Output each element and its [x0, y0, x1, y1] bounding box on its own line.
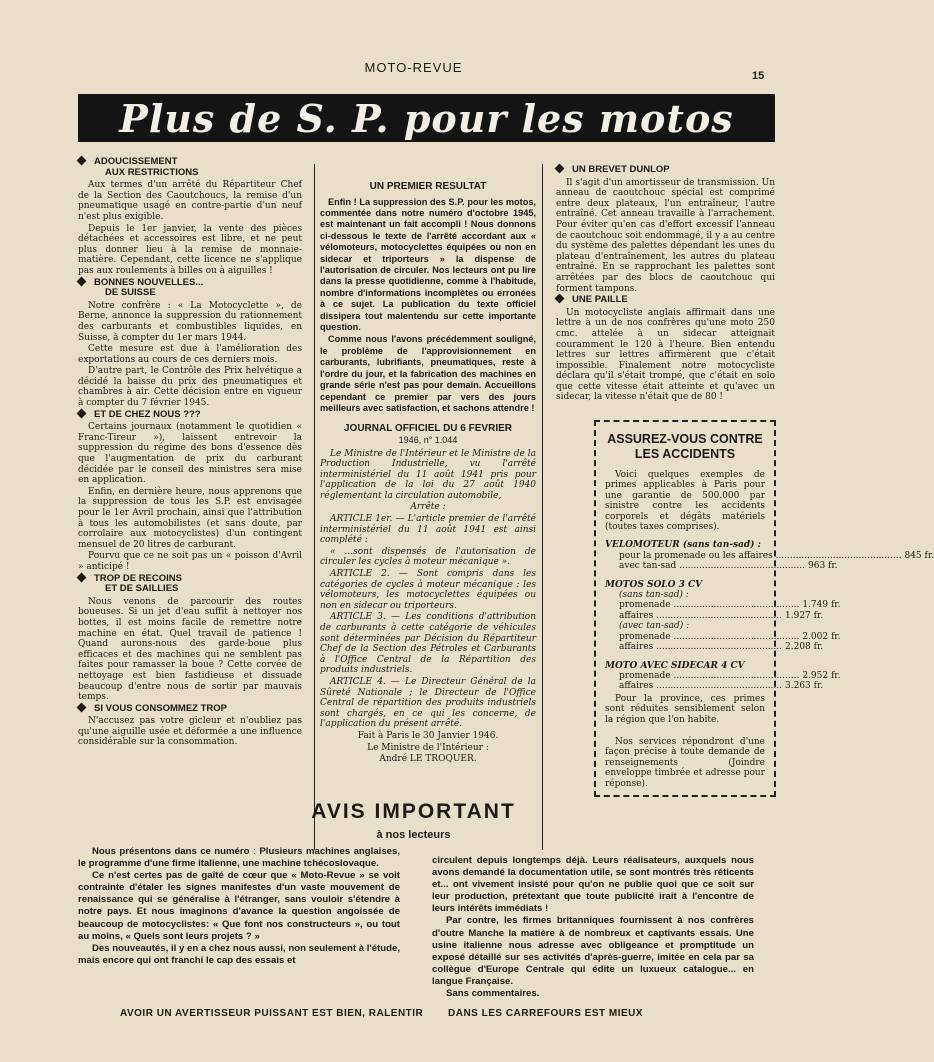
paragraph: Des nouveautés, il y en a chez nous aussi, non seulement à l'étude, mais encore qui ont franchi le cap des essais et [78, 942, 400, 966]
paragraph: ARTICLE 2. — Sont compris dans les catégories de cycles à moteur mécanique : les vélomoteurs, les motocyclettes équipées ou non en sidecar ou triporteurs. [320, 569, 536, 611]
diamond-bullet-icon [77, 276, 87, 286]
price-row: affaires ..... 2.208 fr. [605, 642, 765, 652]
footer-slogan-right: DANS LES CARREFOURS EST MIEUX [448, 1008, 644, 1019]
section-heading: SI VOUS CONSOMMEZ TROP [78, 704, 302, 715]
signature-line: Fait à Paris le 30 Janvier 1946. [357, 730, 499, 741]
paragraph: Nous venons de parcourir des routes boueuses. Si un jet d'eau suffit à nettoyer nos bottes, il est moins facile de remettre notre machine en état. Quel travail de patience ! Quand aurons-nous des garde-boue plus efficaces et des machines qui ne semblent pas faites pour ramasser la boue ? Cette corvée de nettoyage est bien fastidieuse et dissuade beaucoup d'entre nous de sortir par mauvais temps. [78, 596, 302, 703]
insurance-intro: Voici quelques exemples de primes applicables à Paris pour une garantie de 500.000 par sinistre contre les accidents corporels et dégâts matériels (toutes taxes comprises). [605, 470, 765, 533]
right-column [556, 165, 775, 404]
section-heading: BONNES NOUVELLES... DE SUISSE [78, 278, 302, 299]
diamond-bullet-icon [77, 702, 87, 712]
paragraph: Notre confrère : « La Motocyclette », de Berne, annonce la suppression du rationnement des carburants et combustibles liquides, en Suisse, à compter du 1er mars 1944. [78, 300, 302, 343]
price-row: avec tan-sad ..... 963 fr. [605, 561, 765, 571]
paragraph: Pourvu que ce ne soit pas un « poisson d'Avril » anticipé ! [78, 551, 302, 572]
paragraph: Cette mesure est due à l'amélioration des exportations au cours de ces derniers mois. [78, 344, 302, 365]
paragraph: ARTICLE 4. — Le Directeur Général de la Sûreté Nationale ; le Directeur de l'Office Central de répartition des produits industriels sont chargés, en ce qui les concerne, de l'application du présent arrêté. [320, 676, 536, 730]
paragraph: Enfin, en dernière heure, nous apprenons que la suppression de tous les S.P. est envisagée pour le 1er Avril prochain, ainsi que l'attribution à tous les automobilistes (et sans doute, par corrolaire aux motocyclistes) d'un contingent mensuel de 20 litres de carburant. [78, 486, 302, 550]
insurance-province-note: Pour la province, ces primes sont réduites sensiblement selon la région que l'on habite. [605, 693, 765, 725]
diamond-bullet-icon [555, 294, 565, 304]
insurance-services-note: Nos services répondront d'une façon précise à toute demande de renseignements (Joindre enveloppe timbrée et adresse pour réponse). [605, 736, 765, 789]
price-row: affaires ..... 1.927 fr. [605, 611, 765, 621]
paragraph: Sans commentaires. [446, 988, 540, 1000]
center-column [314, 164, 542, 766]
left-column [78, 157, 302, 749]
price-row: promenade ..... 2.002 fr. [605, 632, 765, 642]
journal-number: 1946, n° 1.044 [398, 434, 458, 445]
section-heading: TROP DE RECOINS ET DE SAILLIES [78, 574, 302, 595]
insurance-title: ASSUREZ-VOUS CONTRE LES ACCIDENTS [607, 432, 763, 461]
paragraph: N'accusez pas votre gicleur et n'oubliez pas qu'une aiguille usée et déformée a une influence considérable sur la consommation. [78, 716, 302, 748]
section-heading: UN BREVET DUNLOP [556, 165, 775, 176]
notice-title: AVIS IMPORTANT [311, 800, 516, 823]
price-row: pour la promenade ou les affaires ..... 845 fr. [605, 551, 765, 561]
price-row: affaires ..... 3.263 fr. [605, 681, 765, 691]
paragraph: Comme nous l'avons précédemment souligné, le problème de l'approvisionnement en carburants, lubrifiants, pneumatiques, reste à l'ordre du jour, et la fabrication des machines en grande série n'est pas pour demain. Accueillons cependant ce premier par vers des jours meilleurs avec satisfaction, et sachons attendre ! [320, 334, 536, 413]
price-row: promenade ..... 1.749 fr. [605, 600, 765, 610]
paragraph: Nous présentons dans ce numéro : Plusieurs machines anglaises, le programme d'une firme italienne, une machine tchécoslovaque. [78, 846, 400, 870]
paragraph: Un motocycliste anglais affirmait dans une lettre à un de nos confrères qu'une moto 250 cmc. attelée à un sidecar atteignait couramment le 120 à l'heure. Bien entendu lettres sur lettres affirmèrent que c'était impossible. Finalement notre motocycliste déclara qu'il s'était trompé, que c'était en solo que cette vitesse était atteinte et qu'avec un sidecar, la vitesse n'était que de 80 ! [556, 307, 775, 403]
journal-title: JOURNAL OFFICIEL DU 6 FEVRIER [344, 423, 512, 435]
paragraph: Depuis le 1er janvier, la vente des pièces détachées et accessoires est libre, et ne peut plus donner lieu à la remise de monnaie-matière. Cependant, cette licence ne s'applique pas aux roulements à billes ou à aiguilles ! [78, 223, 302, 276]
diamond-bullet-icon [555, 164, 565, 174]
diamond-bullet-icon [77, 408, 87, 418]
notice-subtitle: à nos lecteurs [376, 829, 451, 841]
paragraph: circulent depuis longtemps déjà. Leurs réalisateurs, auxquels nous avons demandé la documentation utile, se sont montrés très réticents et... ont vivement insisté pour qu'on ne publie quoi que ce soit sur leur production, prétextant que toute publicité irait à l'encontre de leurs intérêts immédiats ! [432, 855, 754, 915]
paragraph: Aux termes d'un arrêté du Répartiteur Chef de la Section des Caoutchoucs, la remise d'un pneumatique usagé en contre-partie d'un neuf n'est plus exigible. [78, 180, 302, 222]
paragraph: Le Ministre de l'Intérieur et le Ministre de la Production Industrielle, vu l'arrêté interministériel du 11 août 1941 pris pour l'application de la loi du 27 août 1940 réglementant la circulation automobile, [320, 448, 536, 501]
paragraph: Ce n'est certes pas de gaîté de cœur que « Moto-Revue » se voit contrainte d'étaler les signes manifestes d'un vaste mouvement de renaissance qui se généralise à l'étranger, sans vouloir s'étendre à notre pays. Et nous imaginons d'avance la question angoissée de beaucoup de motocyclistes: « Que font nos constructeurs », ou tout au moins, « Quels sont leurs projets ? » [78, 870, 400, 942]
section-heading: UNE PAILLE [556, 295, 775, 306]
insurance-subcategory: (sans tan-sad) : [619, 590, 689, 601]
insurance-subcategory: (avec tan-sad) : [619, 621, 690, 632]
insurance-category: MOTOS SOLO 3 CV [605, 579, 703, 590]
paragraph: ARTICLE 1er. — L'article premier de l'arrêté interministériel du 11 août 1941 est ainsi complété : [320, 514, 536, 546]
section-heading: ADOUCISSEMENT AUX RESTRICTIONS [78, 157, 302, 178]
notice-right-column [432, 855, 754, 1000]
signature-line: Le Ministre de l'Intérieur : [367, 742, 489, 753]
page-number: 15 [752, 70, 765, 82]
paragraph: Enfin ! La suppression des S.P. pour les motos, commentée dans notre numéro d'octobre 1945, est maintenant un fait accompli ! Nous donnons ci-dessous le texte de l'arrêté accordant aux « vélomoteurs, motocyclettes équipées ou non en sidecar et triporteurs » la dispense de l'autorisation de circuler. Nos lecteurs ont pu lire dans la presse quotidienne, comme à l'habitude, nombre d'informations incomplètes ou erronées à ce sujet. La publication du texte officiel dissipera tout malentendu sur cette importante question. [320, 196, 536, 333]
footer-slogan-left: AVOIR UN AVERTISSEUR PUISSANT EST BIEN, RALENTIR [120, 1008, 424, 1019]
notice-left-column [78, 846, 400, 967]
signature-line: André LE TROQUER. [379, 754, 477, 765]
paragraph: Arrête : [410, 502, 446, 513]
paragraph: D'autre part, le Contrôle des Prix helvétique a décidé la baisse du prix des pneumatiques et chambres à air. Cette décision entre en vigueur à compter du 7 février 1945. [78, 366, 302, 409]
article-banner [78, 94, 775, 142]
insurance-category: VELOMOTEUR (sans tan-sad) : [605, 540, 761, 551]
running-title: MOTO-REVUE [364, 60, 463, 75]
diamond-bullet-icon [77, 572, 87, 582]
article-title: Plus de S. P. pour les motos [119, 95, 734, 141]
paragraph: Certains journaux (notamment le quotidien « Franc-Tireur »), laissent entrevoir la suppression du régime des bons d'essence dès que l'augmentation de prix du carburant décidée par le conseil des ministres sera mise en application. [78, 422, 302, 486]
insurance-category: MOTO AVEC SIDECAR 4 CV [605, 660, 745, 671]
insurance-box [594, 420, 934, 797]
price-row: promenade ..... 2.952 fr. [605, 671, 765, 681]
section-heading: ET DE CHEZ NOUS ??? [78, 410, 302, 421]
paragraph: Il s'agit d'un amortisseur de transmission. Un anneau de caoutchouc spécial est comprimé entre deux plateaux, l'un entraîneur, l'autre entraîné. Cet anneau travaille à l'arrachement. Pour éviter qu'en cas d'effort excessif l'anneau de caoutchouc soit endommagé, il y a au centre du système des palettes dépendant les unes du plateau d'entraînement, les autres du plateau entraîné. En se rapprochant les palettes sont arrêtées par des blocs de caoutchouc qui forment tampons. [556, 177, 775, 294]
diamond-bullet-icon [77, 156, 87, 166]
paragraph: « ...sont dispensés de l'autorisation de circuler les cycles à moteur mécanique ». [320, 546, 536, 568]
paragraph: Par contre, les firmes britanniques fournissent à nos confrères d'outre Manche la matière à de nombreux et captivants essais. Une usine italienne nous adresse avec obligeance et promptitude un exposé détaillé sur ses activités d'après-guerre, imitée en cela par sa collègue d'Europe Centrale qui édite un luxueux catalogue... en langue Française. [432, 915, 754, 987]
paragraph: ARTICLE 3. — Les conditions d'attribution de carburants à cette catégorie de véhicules sont déterminées par Décision du Répartiteur Chef de la Section des Pétroles et Carburants à l'Office Central de la Répartition des produits industriels. [320, 612, 536, 676]
box-title: UN PREMIER RESULTAT [369, 181, 487, 192]
